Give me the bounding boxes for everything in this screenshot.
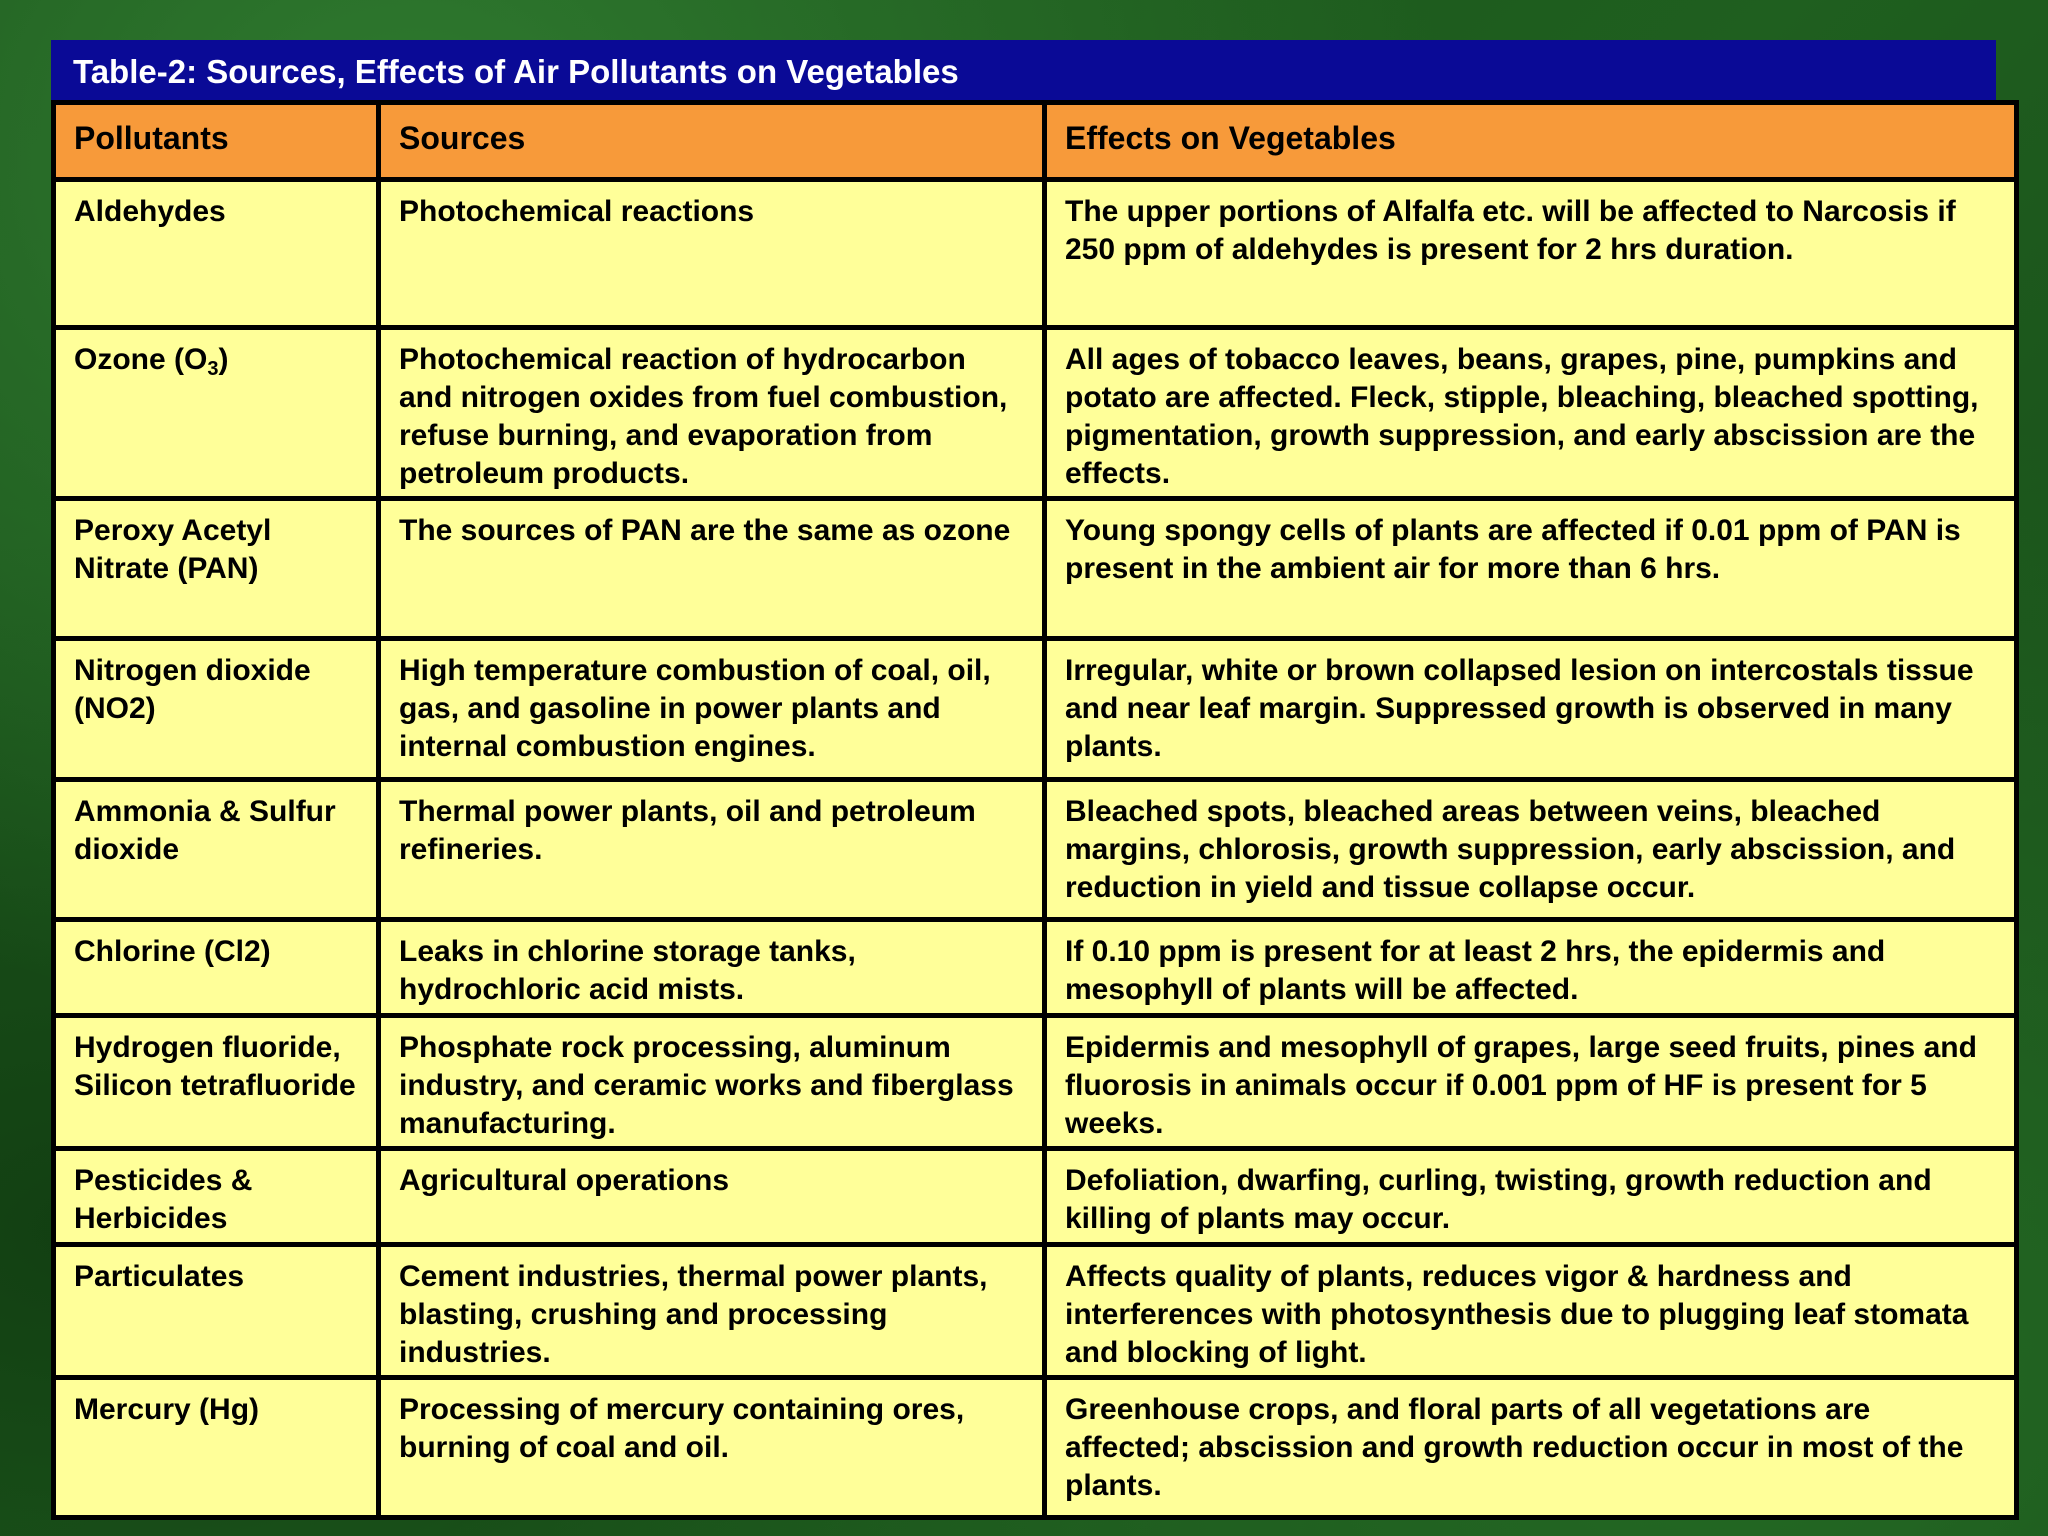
header-sources: Sources — [379, 103, 1045, 180]
header-effects: Effects on Vegetables — [1045, 103, 2017, 180]
pollutant-cell: Pesticides & Herbicides — [54, 1149, 379, 1245]
pollutant-cell: Peroxy Acetyl Nitrate (PAN) — [54, 499, 379, 639]
pollutant-cell: Chlorine (Cl2) — [54, 920, 379, 1016]
source-cell: Processing of mercury containing ores, burning of coal and oil. — [379, 1378, 1045, 1518]
pollutants-table — [51, 100, 2019, 1520]
table-row — [54, 180, 2017, 328]
table-row — [54, 920, 2017, 1016]
pollutant-suffix: ) — [218, 343, 229, 376]
pollutant-cell: Nitrogen dioxide (NO2) — [54, 639, 379, 780]
effect-cell: The upper portions of Alfalfa etc. will be affected to Narcosis if 250 ppm of aldehydes is present for 2 hrs duration. — [1045, 180, 2017, 328]
pollutant-cell — [54, 328, 379, 499]
table-header-row — [54, 103, 2017, 180]
source-cell: Cement industries, thermal power plants, blasting, crushing and processing industries. — [379, 1245, 1045, 1378]
source-cell: Leaks in chlorine storage tanks, hydrochloric acid mists. — [379, 920, 1045, 1016]
effect-cell: Affects quality of plants, reduces vigor & hardness and interferences with photosynthesis due to plugging leaf stomata and blocking of light. — [1045, 1245, 2017, 1378]
pollutant-cell: Mercury (Hg) — [54, 1378, 379, 1518]
table-title: Table-2: Sources, Effects of Air Pollutants on Vegetables — [51, 40, 1996, 104]
effect-cell: All ages of tobacco leaves, beans, grapes, pine, pumpkins and potato are affected. Fleck, stipple, bleaching, bleached spotting, pigmentation, growth suppression, and early abscission are the effects. — [1045, 328, 2017, 499]
table-row — [54, 1245, 2017, 1378]
source-cell: Thermal power plants, oil and petroleum refineries. — [379, 780, 1045, 920]
source-cell: Phosphate rock processing, aluminum industry, and ceramic works and fiberglass manufacturing. — [379, 1016, 1045, 1149]
table-row — [54, 1378, 2017, 1518]
effect-cell: Greenhouse crops, and floral parts of all vegetations are affected; abscission and growth reduction occur in most of the plants. — [1045, 1378, 2017, 1518]
pollutant-cell: Aldehydes — [54, 180, 379, 328]
source-cell: Photochemical reactions — [379, 180, 1045, 328]
effect-cell: If 0.10 ppm is present for at least 2 hrs, the epidermis and mesophyll of plants will be affected. — [1045, 920, 2017, 1016]
effect-cell: Epidermis and mesophyll of grapes, large seed fruits, pines and fluorosis in animals occur if 0.001 ppm of HF is present for 5 weeks. — [1045, 1016, 2017, 1149]
header-pollutants: Pollutants — [54, 103, 379, 180]
table-row — [54, 1149, 2017, 1245]
source-cell: High temperature combustion of coal, oil, gas, and gasoline in power plants and internal combustion engines. — [379, 639, 1045, 780]
table-row — [54, 499, 2017, 639]
pollutant-name: Ozone (O — [74, 343, 208, 376]
table-row — [54, 639, 2017, 780]
source-cell: The sources of PAN are the same as ozone — [379, 499, 1045, 639]
effect-cell: Young spongy cells of plants are affected if 0.01 ppm of PAN is present in the ambient air for more than 6 hrs. — [1045, 499, 2017, 639]
source-cell: Agricultural operations — [379, 1149, 1045, 1245]
source-cell: Photochemical reaction of hydrocarbon and nitrogen oxides from fuel combustion, refuse burning, and evaporation from petroleum products. — [379, 328, 1045, 499]
table-row — [54, 780, 2017, 920]
pollutant-subscript: 3 — [207, 358, 219, 380]
effect-cell: Defoliation, dwarfing, curling, twisting, growth reduction and killing of plants may occur. — [1045, 1149, 2017, 1245]
effect-cell: Irregular, white or brown collapsed lesion on intercostals tissue and near leaf margin. Suppressed growth is observed in many plants. — [1045, 639, 2017, 780]
pollutant-cell: Hydrogen fluoride, Silicon tetrafluoride — [54, 1016, 379, 1149]
table-row — [54, 1016, 2017, 1149]
effect-cell: Bleached spots, bleached areas between veins, bleached margins, chlorosis, growth suppression, early abscission, and reduction in yield and tissue collapse occur. — [1045, 780, 2017, 920]
table-row — [54, 328, 2017, 499]
pollutant-cell: Ammonia & Sulfur dioxide — [54, 780, 379, 920]
pollutant-cell: Particulates — [54, 1245, 379, 1378]
